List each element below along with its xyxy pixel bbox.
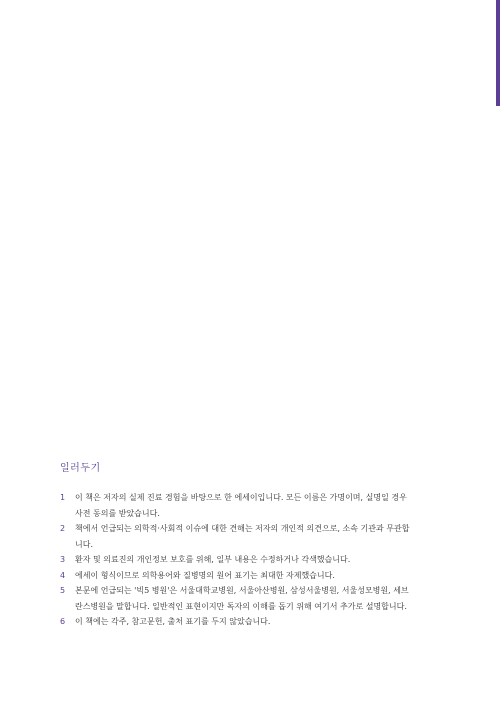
notes-section [60,459,410,630]
note-text: 책에서 언급되는 의학적·사회적 이슈에 대한 견해는 저자의 개인적 의견으로, 소속 기관과 무관합니다. [75,524,410,549]
notes-list [60,490,410,630]
note-item-6 [60,614,410,630]
note-text: 이 책에는 각주, 참고문헌, 출처 표기를 두지 않았습니다. [75,617,271,626]
note-text: 이 책은 저자의 실제 진료 경험을 바탕으로 한 에세이입니다. 모든 이름은 가명이며, 실명일 경우 사전 동의를 받았습니다. [75,493,407,518]
note-number: 2 [60,524,66,533]
note-number: 4 [60,570,66,580]
note-text: 에세이 형식이므로 의학용어와 질병명의 원어 표기는 최대한 자제했습니다. [75,570,335,580]
note-item-2 [60,521,410,552]
note-number: 6 [60,617,66,626]
note-item-4 [60,568,410,584]
note-number: 5 [60,586,66,595]
accent-bar [496,0,500,106]
note-item-3 [60,552,410,568]
note-text: 본문에 언급되는 '빅5 병원'은 서울대학교병원, 서울아산병원, 삼성서울병원, 서울성모병원, 세브란스병원을 말합니다. 일반적인 표현이지만 독자의 이해를 돕기 위해 여기서 추가로 설명합니다. [75,586,409,611]
notes-title: 일러두기 [60,463,101,474]
note-number: 3 [60,555,66,564]
note-text: 환자 및 의료진의 개인정보 보호를 위해, 일부 내용은 수정하거나 각색했습니다. [75,555,351,564]
note-item-1 [60,490,410,521]
note-item-5 [60,583,410,614]
note-number: 1 [60,493,66,502]
